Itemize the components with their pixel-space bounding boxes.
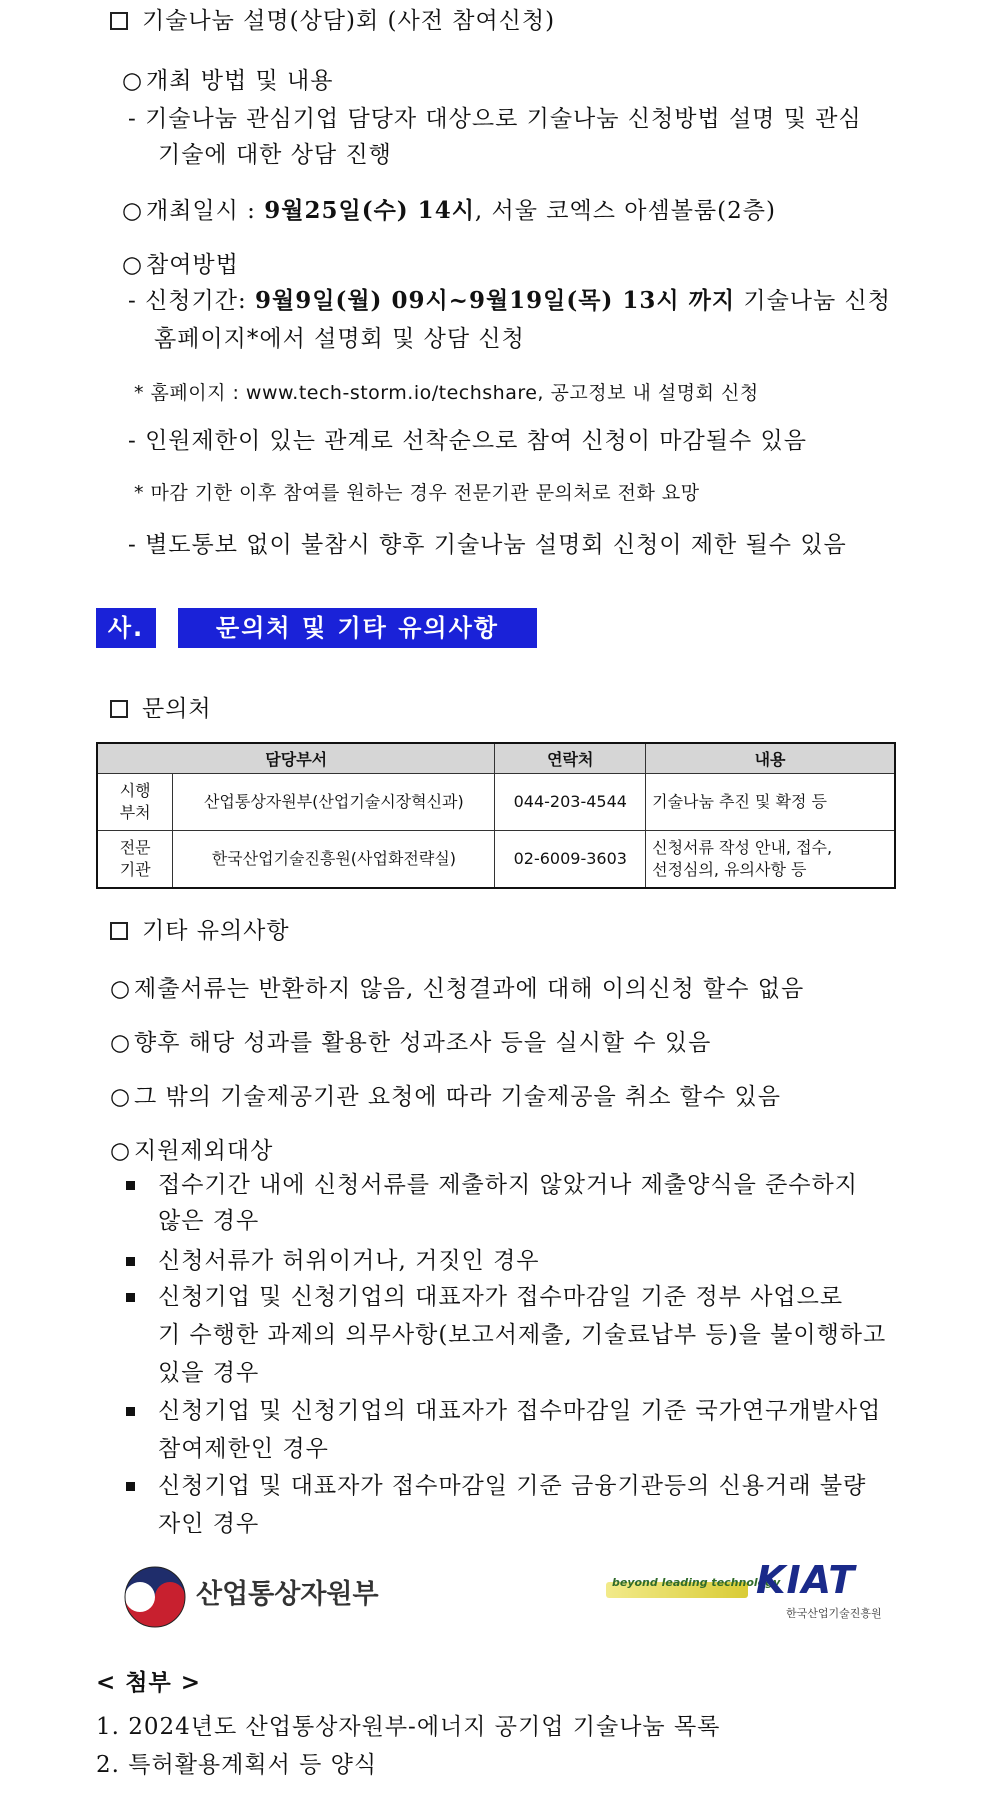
table-header-row	[97, 743, 895, 774]
note-item: ○ 향후 해당 성과를 활용한 성과조사 등을 실시할 수 있음	[110, 1030, 712, 1056]
row-type: 전문 기관	[97, 831, 173, 889]
circle-bullet-icon: ○	[110, 1030, 132, 1056]
row-phone: 02-6009-3603	[495, 831, 646, 889]
homepage-note: * 홈페이지 : www.tech-storm.io/techshare, 공고정보 내 설명회 신청	[134, 382, 759, 404]
exclusion-line: 않은 경우	[158, 1208, 260, 1234]
circle-bullet-icon: ○	[110, 1084, 132, 1110]
join-title: ○ 참여방법	[122, 252, 239, 278]
attachment-item: 1. 2024년도 산업통상자원부-에너지 공기업 기술나눔 목록	[96, 1714, 721, 1740]
checkbox-icon	[110, 700, 128, 718]
limit-note: - 인원제한이 있는 관계로 선착순으로 참여 신청이 마감될수 있음	[128, 428, 807, 454]
square-bullet-icon	[126, 1407, 135, 1416]
noshow-note: - 별도통보 없이 불참시 향후 기술나눔 설명회 신청이 제한 될수 있음	[128, 532, 847, 558]
contact-table	[96, 742, 896, 889]
row-type: 시행 부처	[97, 774, 173, 831]
circle-bullet-icon: ○	[122, 252, 144, 278]
attachments-heading: < 첨부 >	[96, 1669, 201, 1696]
row-content: 신청서류 작성 안내, 접수, 선정심의, 유의사항 등	[646, 831, 895, 889]
kiat-org-name: 한국산업기술진흥원	[786, 1607, 882, 1620]
header-dept: 담당부서	[97, 743, 495, 774]
table-row	[97, 831, 895, 889]
period-line1: - 신청기간: 9월9일(월) 09시~9월19일(목) 13시 까지 기술나눔 신청	[128, 287, 891, 314]
row-content: 기술나눔 추진 및 확정 등	[646, 774, 895, 831]
deadline-note: * 마감 기한 이후 참여를 원하는 경우 전문기관 문의처로 전화 요망	[134, 482, 700, 504]
motie-logo-text: 산업통상자원부	[196, 1579, 379, 1610]
period-line2: 홈페이지*에서 설명회 및 상담 신청	[154, 326, 525, 352]
circle-bullet-icon: ○	[122, 68, 144, 94]
motie-logo	[122, 1564, 392, 1630]
header-content: 내용	[646, 743, 895, 774]
kiat-logo-text: KIAT	[756, 1558, 856, 1602]
exclusion-line: 신청서류가 허위이거나, 거짓인 경우	[158, 1248, 540, 1274]
checkbox-icon	[110, 922, 128, 940]
circle-bullet-icon: ○	[122, 198, 144, 224]
briefing-heading: 기술나눔 설명(상담)회 (사전 참여신청)	[110, 6, 555, 36]
method-desc-line2: 기술에 대한 상담 진행	[158, 142, 392, 168]
row-dept: 산업통상자원부(산업기술시장혁신과)	[173, 774, 495, 831]
contact-heading: 문의처	[110, 694, 212, 724]
exclusion-line: 신청기업 및 신청기업의 대표자가 접수마감일 기준 정부 사업으로	[158, 1284, 844, 1310]
kiat-slogan: beyond leading technology	[612, 1576, 781, 1589]
square-bullet-icon	[126, 1482, 135, 1491]
method-title: ○ 개최 방법 및 내용	[122, 68, 334, 94]
row-dept: 한국산업기술진흥원(사업화전략실)	[173, 831, 495, 889]
exclusion-line: 자인 경우	[158, 1511, 260, 1537]
note-item: ○ 지원제외대상	[110, 1138, 274, 1164]
note-item: ○ 제출서류는 반환하지 않음, 신청결과에 대해 이의신청 할수 없음	[110, 976, 805, 1002]
notes-heading: 기타 유의사항	[110, 916, 290, 946]
kiat-logo	[606, 1558, 882, 1630]
exclusion-line: 있을 경우	[158, 1360, 260, 1386]
square-bullet-icon	[126, 1181, 135, 1190]
circle-bullet-icon: ○	[110, 976, 132, 1002]
exclusion-line: 기 수행한 과제의 의무사항(보고서제출, 기술료납부 등)을 불이행하고	[158, 1322, 887, 1348]
section-title: 문의처 및 기타 유의사항	[178, 608, 537, 648]
note-item: ○ 그 밖의 기술제공기관 요청에 따라 기술제공을 취소 할수 있음	[110, 1084, 781, 1110]
exclusion-line: 신청기업 및 신청기업의 대표자가 접수마감일 기준 국가연구개발사업	[158, 1398, 882, 1424]
taegeuk-emblem-icon	[122, 1564, 188, 1630]
circle-bullet-icon: ○	[110, 1138, 132, 1164]
square-bullet-icon	[126, 1257, 135, 1266]
section-number: 사.	[96, 608, 156, 648]
exclusion-line: 접수기간 내에 신청서류를 제출하지 않았거나 제출양식을 준수하지	[158, 1172, 858, 1198]
row-phone: 044-203-4544	[495, 774, 646, 831]
attachment-item: 2. 특허활용계획서 등 양식	[96, 1752, 378, 1778]
header-phone: 연락처	[495, 743, 646, 774]
method-desc-line1: - 기술나눔 관심기업 담당자 대상으로 기술나눔 신청방법 설명 및 관심	[128, 106, 862, 132]
table-row	[97, 774, 895, 831]
exclusion-line: 신청기업 및 대표자가 접수마감일 기준 금융기관등의 신용거래 불량	[158, 1473, 867, 1499]
exclusion-line: 참여제한인 경우	[158, 1436, 329, 1462]
checkbox-icon	[110, 12, 128, 30]
square-bullet-icon	[126, 1293, 135, 1302]
event-date: ○ 개최일시 : 9월25일(수) 14시, 서울 코엑스 아셈볼룸(2층)	[122, 197, 776, 224]
